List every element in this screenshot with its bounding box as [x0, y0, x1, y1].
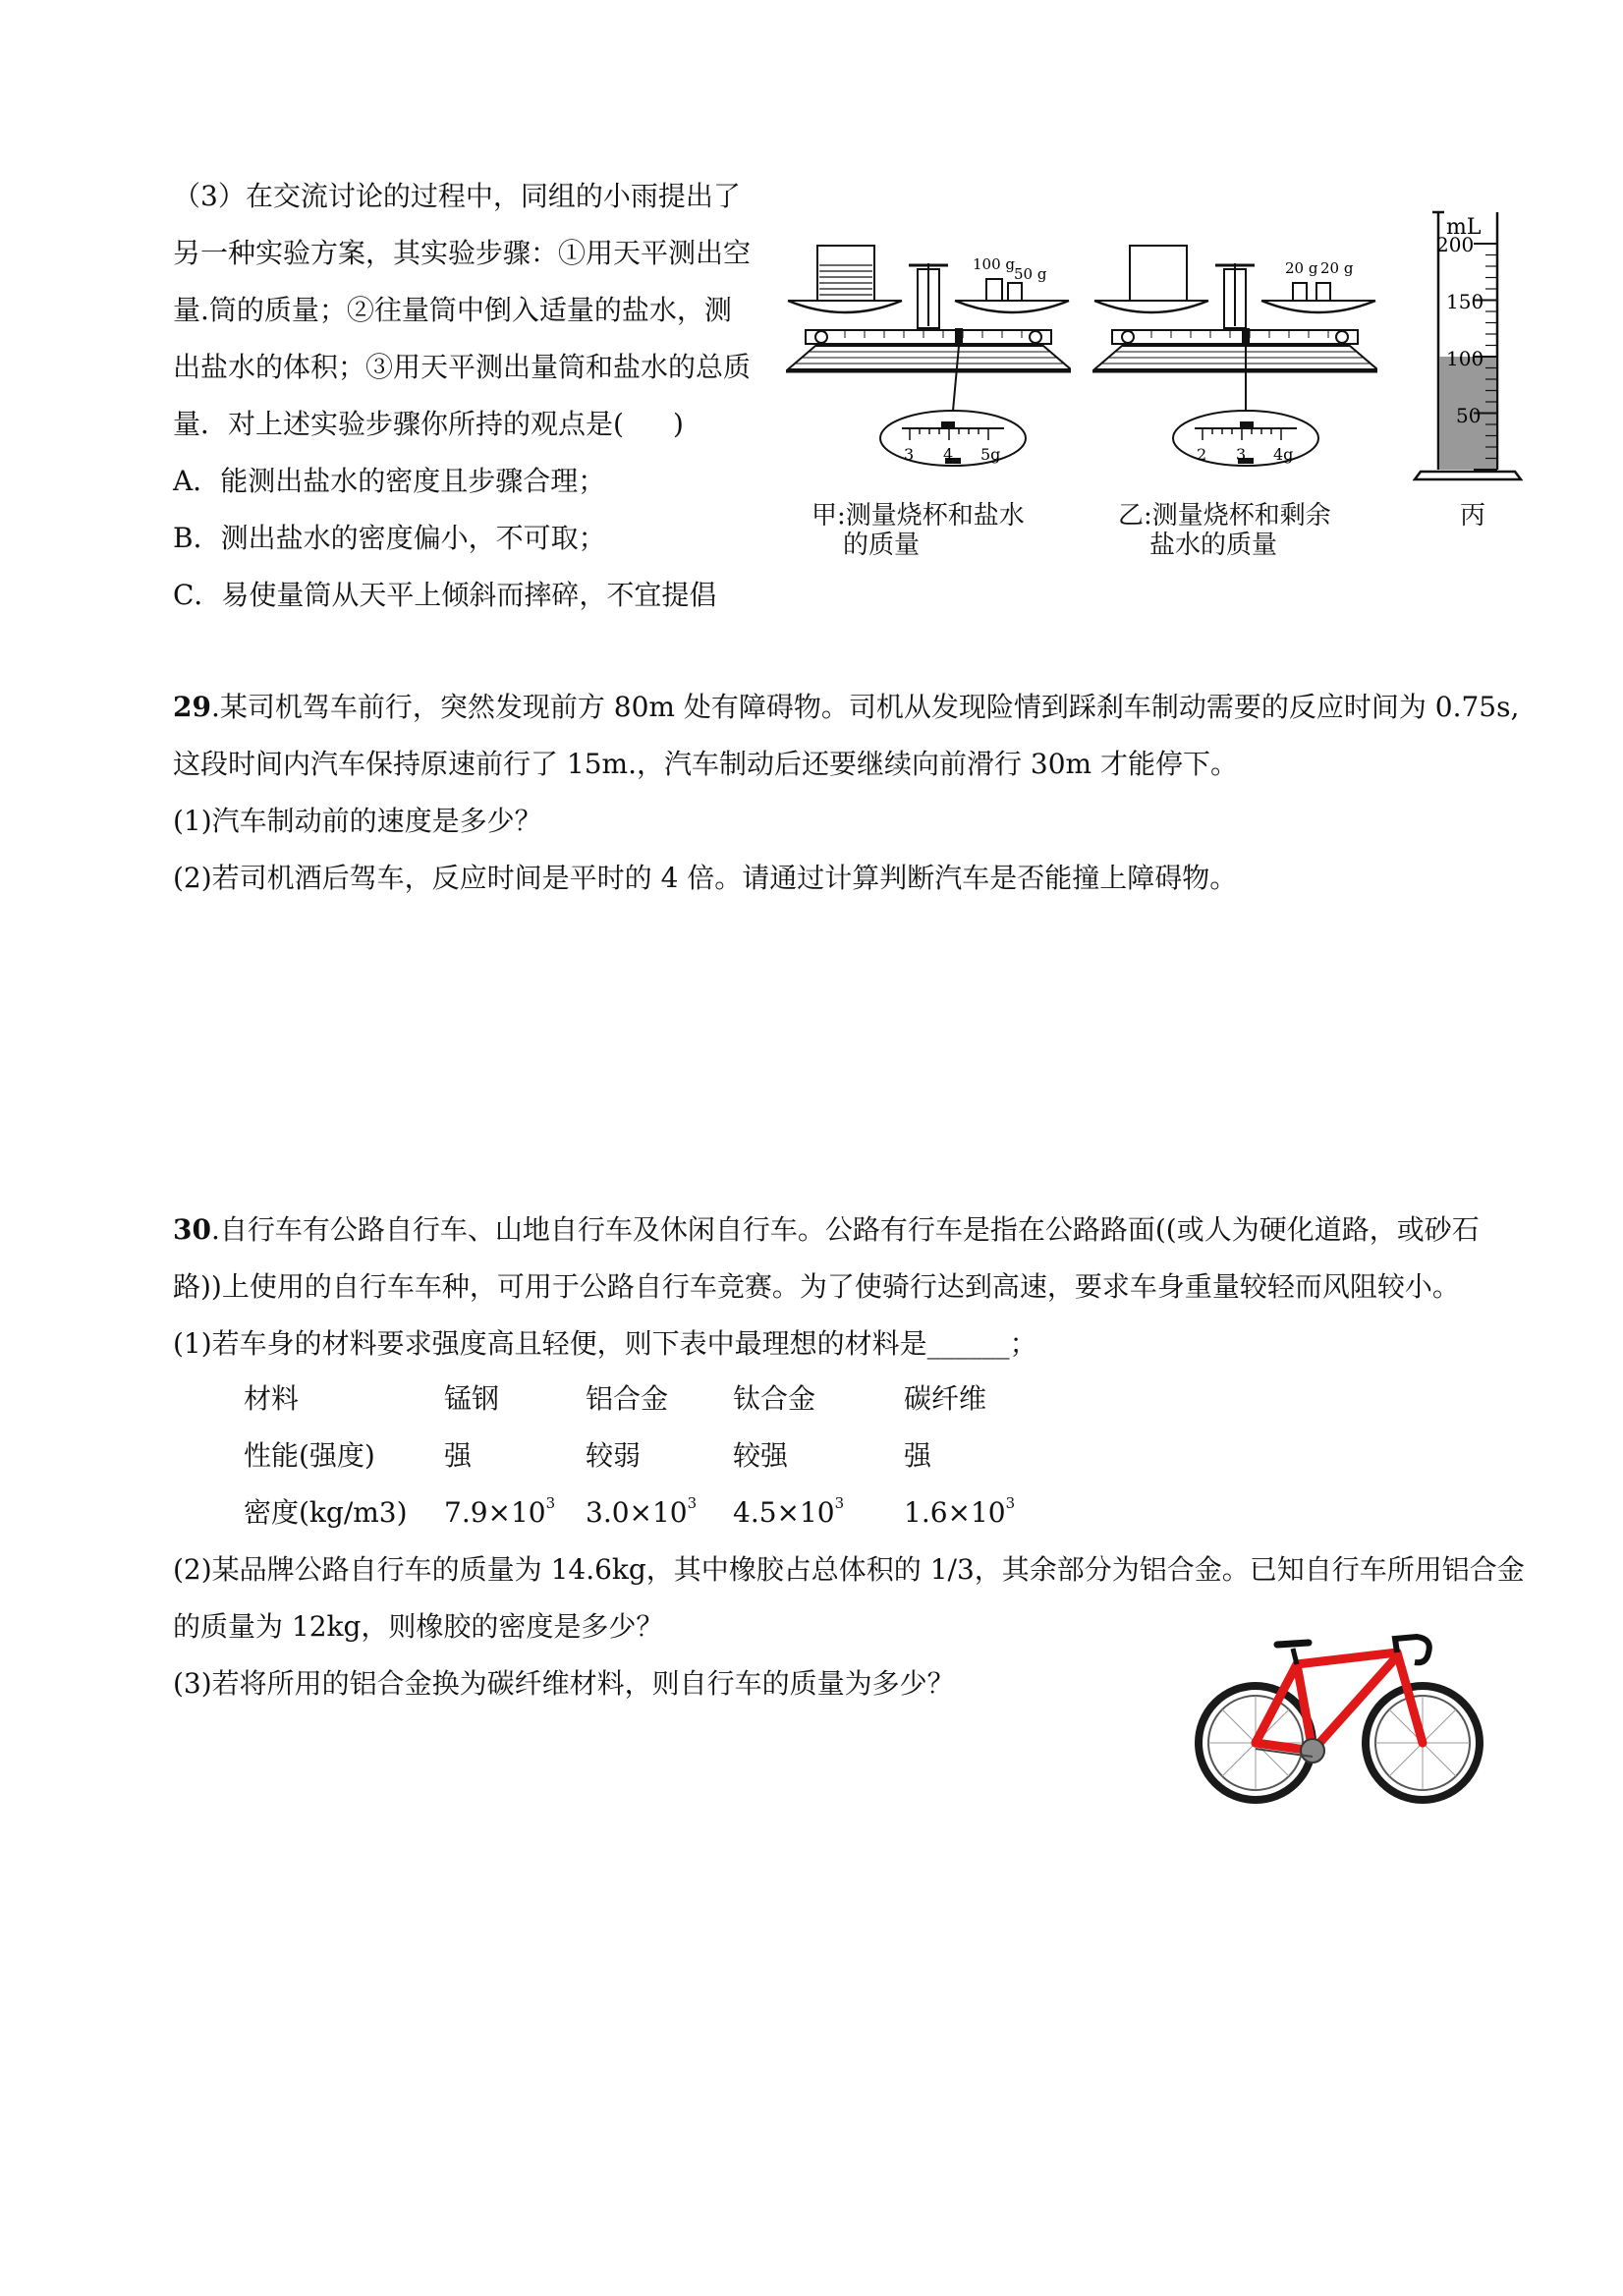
q30-sub-2-line-1: (2)某品牌公路自行车的质量为 14.6kg，其中橡胶占总体积的 1/3，其余部分为铝合金。已知自行车所用铝合金 [173, 1553, 1525, 1586]
figure-bing-caption: 丙 [1460, 501, 1486, 531]
table-cell: 密度(kg/m3) [244, 1496, 408, 1529]
beaker [1130, 246, 1187, 301]
scale-label-2: 3 [1236, 445, 1247, 464]
cylinder-base [1415, 472, 1521, 479]
q30-number: 30 [173, 1213, 211, 1246]
q28-question-suffix: ) [672, 408, 684, 440]
scale-label-1: 3 [904, 445, 915, 464]
table-cell: $7.9\times 10^3$ [444, 1494, 556, 1529]
scale-label-3: 5g [980, 445, 1001, 464]
weight-label-1: 20 g [1285, 259, 1318, 277]
q28-option-a: A．能测出盐水的密度且步骤合理； [173, 465, 606, 497]
q28-line-2: 另一种实验方案，其实验步骤：①用天平测出空 [173, 237, 752, 269]
q30-sub-3: (3)若将所用的铝合金换为碳纤维材料，则自行车的质量为多少？ [173, 1667, 955, 1700]
q28-line-3: 量.筒的质量；②往量筒中倒入适量的盐水，测 [173, 294, 732, 326]
graduated-cylinder-figure [1405, 204, 1533, 489]
weight-label-1: 100 g [973, 255, 1016, 273]
balance-figure-jia [786, 236, 1071, 472]
q29-sub-2: (2)若司机酒后驾车，反应时间是平时的 4 倍。请通过计算判断汽车是否能撞上障碍物。 [173, 862, 1238, 894]
table-cell: 钛合金 [733, 1382, 816, 1415]
q30-line-1-text: .自行车有公路自行车、山地自行车及休闲自行车。公路有行车是指在公路路面((或人为硬化道路，或砂石 [210, 1213, 1480, 1246]
weight-label-2: 50 g [1014, 265, 1047, 283]
right-pan [955, 301, 1069, 312]
beaker [817, 246, 874, 301]
q28-question-prefix: 量．对上述实验步骤你所持的观点是( [173, 408, 624, 440]
q30-line-1 [173, 1210, 1480, 1250]
q29-sub-1: (1)汽车制动前的速度是多少？ [173, 805, 542, 837]
rider [955, 328, 963, 346]
figure-yi-caption-2: 盐水的质量 [1149, 531, 1278, 560]
figure-yi-caption-1: 乙:测量烧杯和剩余 [1118, 501, 1331, 531]
q29-line-1 [173, 688, 1519, 727]
balance-figure-yi [1092, 236, 1377, 472]
q29-number: 29 [173, 691, 211, 723]
scale-label-3: 4g [1273, 445, 1294, 464]
table-cell: 性能(强度) [244, 1439, 375, 1472]
q28-option-b: B．测出盐水的密度偏小，不可取； [173, 522, 606, 554]
road-bicycle-image [1187, 1613, 1491, 1810]
table-cell: 材料 [244, 1382, 300, 1415]
cylinder-tick-label-100: 100 [1446, 347, 1484, 370]
weight-100g [986, 279, 1002, 301]
scale-label-1: 2 [1197, 445, 1207, 464]
table-cell: 强 [904, 1439, 932, 1472]
figure-jia-caption-2: 的质量 [843, 531, 921, 560]
cylinder-tick-label-200: 200 [1436, 233, 1475, 256]
weight-label-2: 20 g [1320, 259, 1354, 277]
cylinder-tick-label-50: 50 [1456, 404, 1482, 427]
table-cell: 铝合金 [586, 1382, 669, 1415]
cylinder-unit: mL [1446, 215, 1482, 240]
table-cell: 强 [444, 1439, 473, 1472]
q29-line-2: 这段时间内汽车保持原速前行了 15m.，汽车制动后还要继续向前滑行 30m 才能停下。 [173, 748, 1238, 780]
crankset [1301, 1739, 1324, 1763]
weight-50g [1008, 283, 1022, 301]
q30-sub-1: (1)若车身的材料要求强度高且轻便，则下表中最理想的材料是______； [173, 1327, 1037, 1360]
weight-20g-a [1293, 283, 1307, 301]
table-cell: $4.5\times 10^3$ [733, 1494, 845, 1529]
table-cell: 锰钢 [444, 1382, 500, 1415]
beam [1112, 330, 1358, 344]
q30-line-2: 路))上使用的自行车车种，可用于公路自行车竞赛。为了使骑行达到高速，要求车身重量较轻而风阻较小。 [173, 1270, 1460, 1303]
table-cell: 碳纤维 [904, 1382, 987, 1415]
q29-line-1-text: .某司机驾车前行，突然发现前方 80m 处有障碍物。司机从发现险情到踩刹车制动需要的反应时间为 0.75s, [210, 691, 1520, 723]
q28-question [173, 405, 684, 444]
weight-20g-b [1316, 283, 1330, 301]
left-pan [788, 301, 902, 312]
q28-line-1: （3）在交流讨论的过程中，同组的小雨提出了 [173, 180, 741, 212]
q30-sub-2-line-2: 的质量为 12kg，则橡胶的密度是多少？ [173, 1610, 664, 1643]
table-cell: $3.0\times 10^3$ [586, 1494, 698, 1529]
q28-option-c: C．易使量筒从天平上倾斜而摔碎，不宜提倡 [173, 579, 717, 611]
table-cell: $1.6\times 10^3$ [904, 1494, 1016, 1529]
table-cell: 较弱 [586, 1439, 642, 1472]
figure-jia-caption-1: 甲:测量烧杯和盐水 [812, 501, 1025, 531]
saddle [1277, 1643, 1309, 1645]
beam [806, 330, 1051, 344]
rider [1242, 328, 1250, 346]
table-cell: 较强 [733, 1439, 789, 1472]
q28-line-4: 出盐水的体积；③用天平测出量筒和盐水的总质 [173, 351, 752, 383]
liquid-lines [819, 265, 872, 295]
scale-label-2: 4 [943, 445, 954, 464]
cylinder-tick-label-150: 150 [1446, 290, 1484, 313]
right-pan [1261, 301, 1375, 312]
bike-frame [1256, 1652, 1423, 1751]
left-pan [1094, 301, 1208, 312]
